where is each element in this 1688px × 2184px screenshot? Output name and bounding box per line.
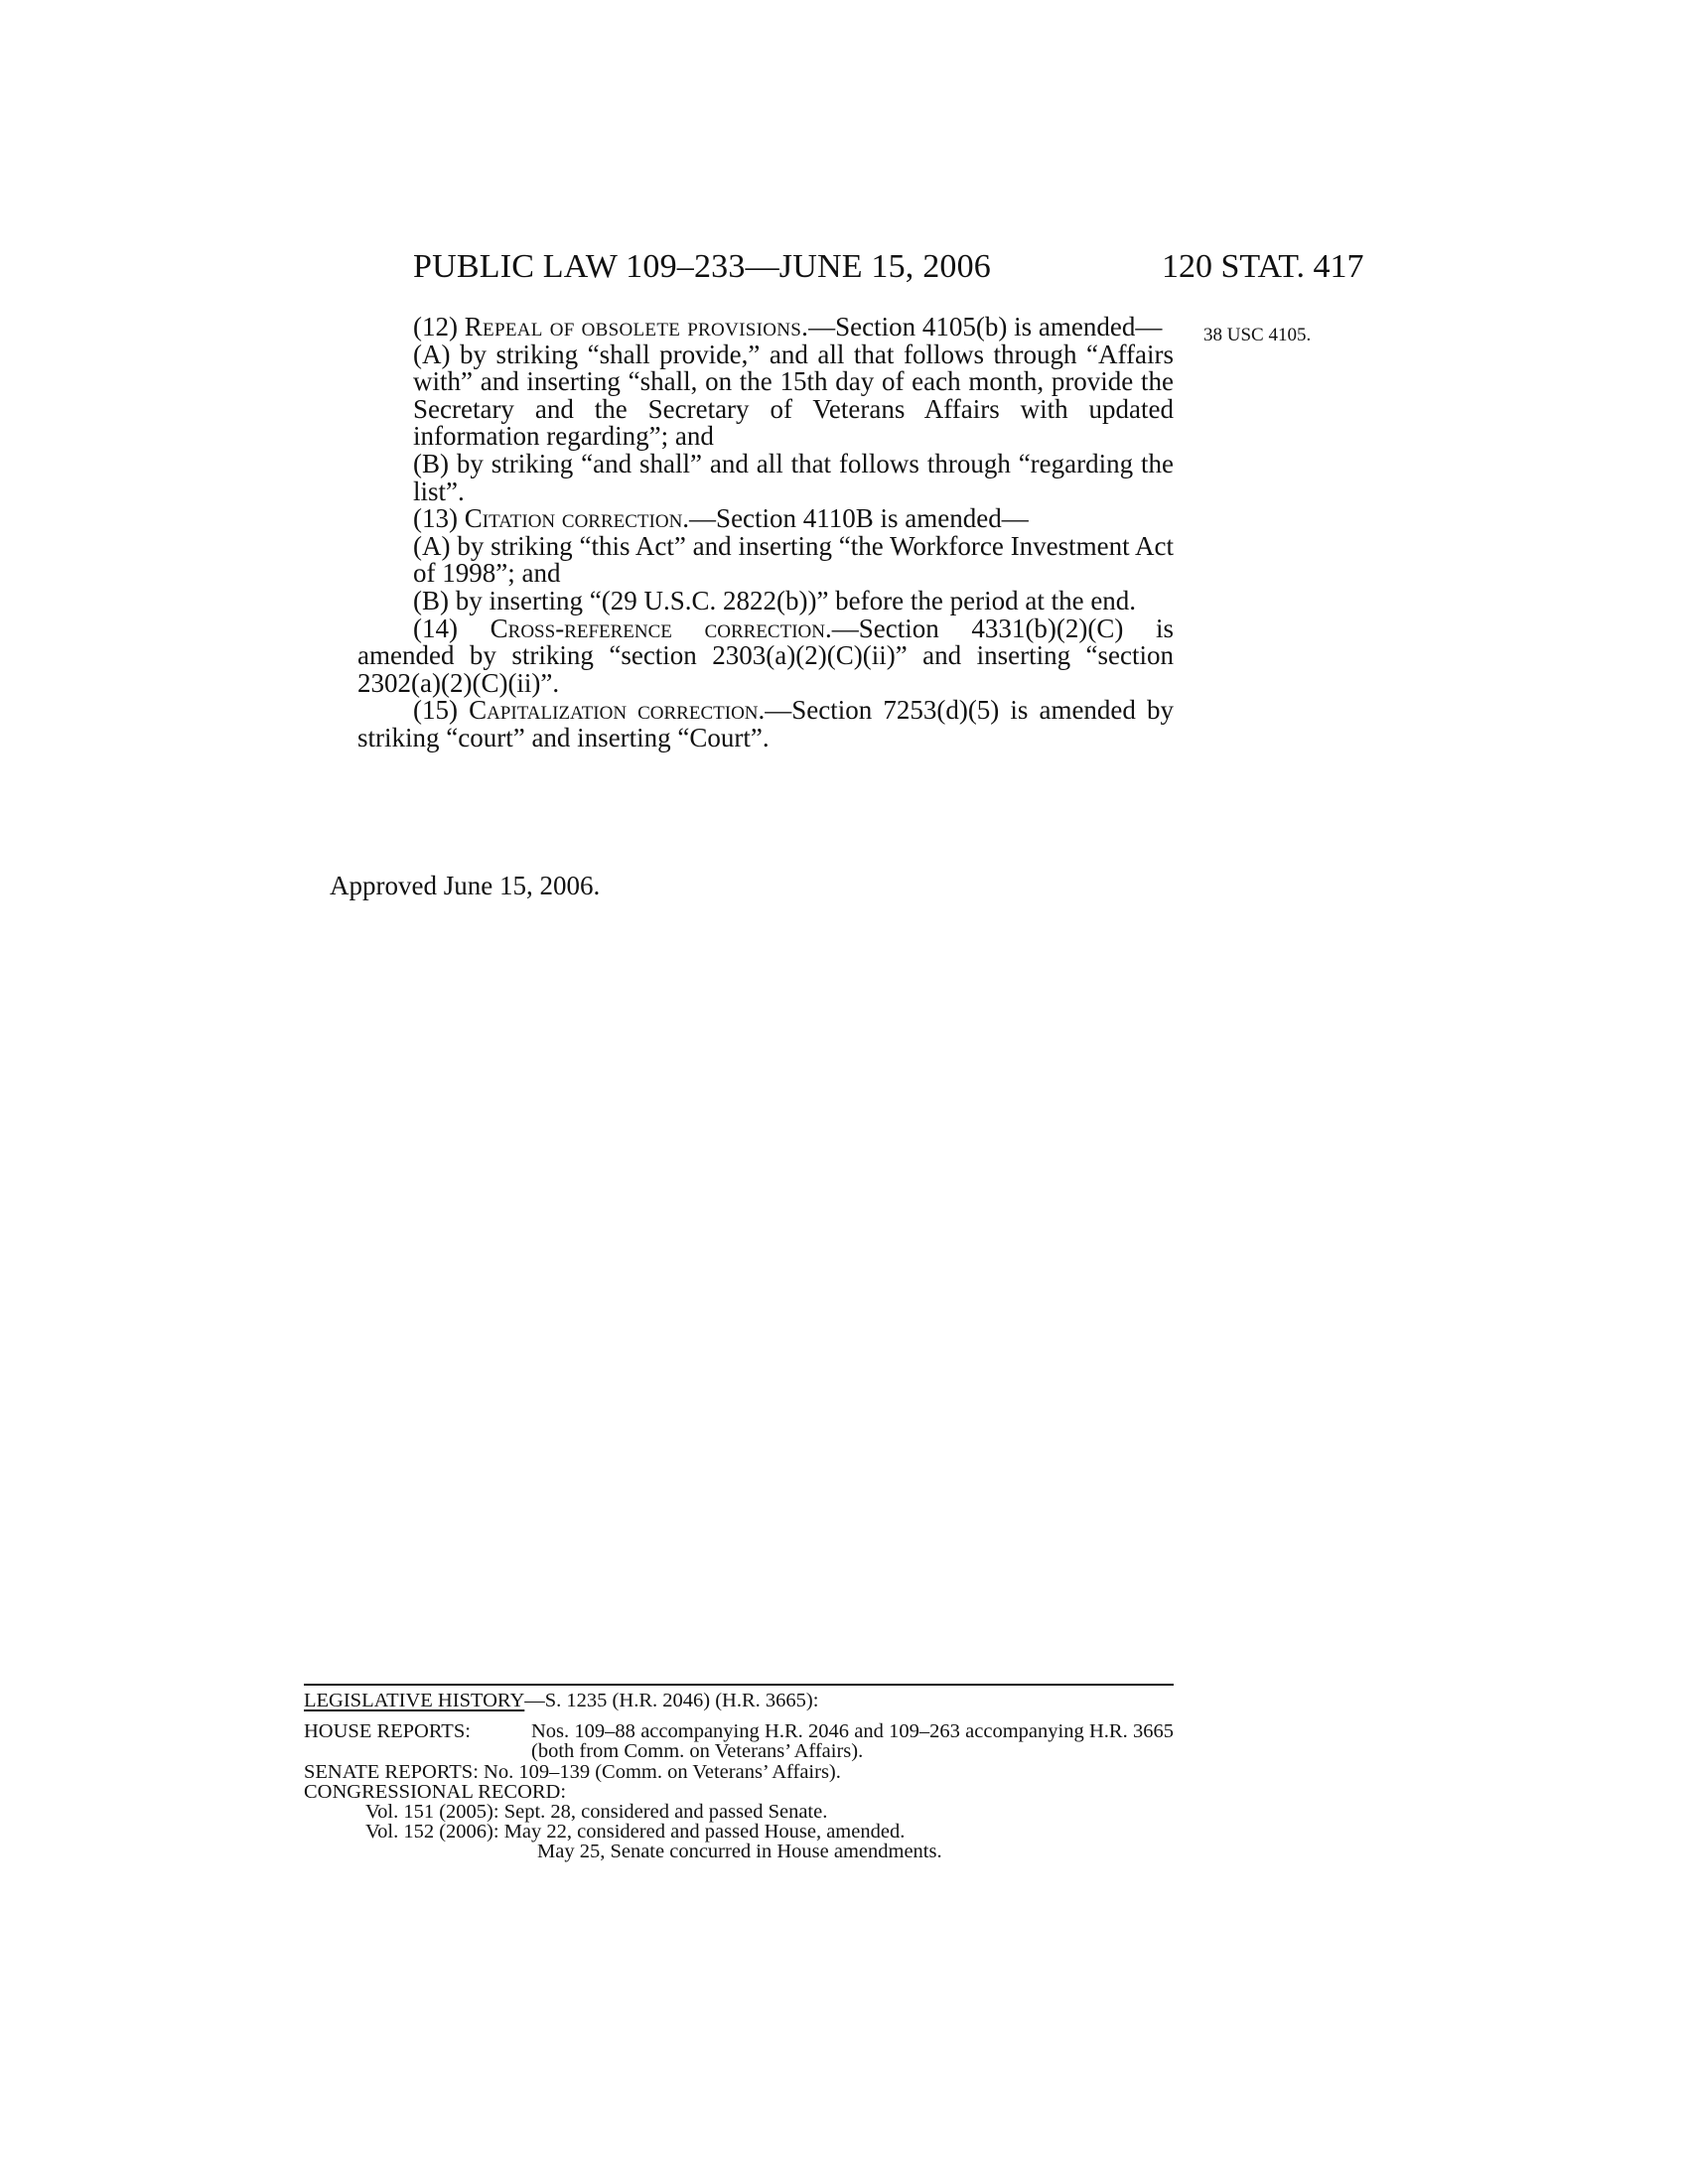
paragraph-14-heading: Cross-reference correction. [490, 613, 832, 643]
law-body-text [357, 314, 1174, 752]
legislative-history-title-row [304, 1691, 1174, 1710]
paragraph-13 [357, 505, 1174, 533]
house-reports-text: Nos. 109–88 accompanying H.R. 2046 and 109–263 accompanying H.R. 3665 (both from Comm. on Veterans’ Affairs). [531, 1720, 1174, 1763]
senate-reports-label: SENATE REPORTS: [304, 1760, 479, 1783]
paragraph-14 [357, 615, 1174, 698]
marginal-citation-note: 38 USC 4105. [1203, 325, 1312, 345]
paragraph-13-a [357, 530, 1174, 589]
paragraph-12-text: —Section 4105(b) is amended— [808, 312, 1163, 341]
paragraph-13-a-text: (A) by striking “this Act” and inserting “the Workforce Investment Act of 1998”; and [413, 530, 1174, 589]
house-reports-label: HOUSE REPORTS: [304, 1720, 471, 1743]
house-reports [304, 1721, 1174, 1761]
record-vol-152-continued: May 25, Senate concurred in House amendments. [537, 1841, 942, 1863]
legislative-history [304, 1691, 1174, 1862]
paragraph-12-a-text: (A) by striking “shall provide,” and all that follows through “Affairs with” and inserting “shall, on the 15th day of each month, provide the Secretary and the Secretary of Veterans Affairs with updated information regarding”; and [413, 339, 1174, 452]
paragraph-13-heading: Citation correction. [464, 503, 690, 534]
paragraph-12-heading: Repeal of obsolete provisions. [464, 312, 809, 341]
paragraph-15-text: —Section 7253(d)(5) is amended by striking “court” and inserting “Court”. [357, 695, 1175, 752]
running-header-title: PUBLIC LAW 109–233—JUNE 15, 2006 [413, 248, 991, 285]
paragraph-15-heading: Capitalization correction. [469, 695, 766, 726]
paragraph-13-number: (13) [413, 503, 458, 534]
senate-reports [304, 1762, 1174, 1782]
paragraph-12-number: (12) [413, 312, 458, 341]
paragraph-12-a [357, 341, 1174, 451]
legislative-history-bills: —S. 1235 (H.R. 2046) (H.R. 3665): [524, 1690, 819, 1711]
paragraph-12-b [357, 448, 1174, 506]
paragraph-13-text: —Section 4110B is amended— [689, 503, 1029, 534]
paragraph-12 [357, 314, 1174, 341]
paragraph-14-number: (14) [413, 613, 458, 643]
record-vol-152: Vol. 152 (2006): May 22, considered and passed House, amended. [365, 1821, 906, 1843]
paragraph-14-text: —Section 4331(b)(2)(C) is amended by striking “section 2303(a)(2)(C)(ii)” and inserting “section 2302(a)(2)(C)(ii)”. [357, 613, 1175, 698]
paragraph-13-b [357, 585, 1174, 615]
running-header-page-number: 120 STAT. 417 [1162, 248, 1364, 285]
congressional-record-label: CONGRESSIONAL RECORD: [304, 1780, 567, 1803]
senate-reports-text: No. 109–139 (Comm. on Veterans’ Affairs). [484, 1760, 841, 1783]
legislative-history-title: LEGISLATIVE HISTORY [304, 1690, 525, 1711]
paragraph-15 [357, 697, 1174, 751]
approval-date: Approved June 15, 2006. [330, 871, 601, 900]
record-vol-151: Vol. 151 (2005): Sept. 28, considered and passed Senate. [365, 1801, 828, 1824]
paragraph-15-number: (15) [413, 695, 458, 726]
paragraph-13-b-text: (B) by inserting “(29 U.S.C. 2822(b))” before the period at the end. [413, 585, 1137, 615]
paragraph-12-b-text: (B) by striking “and shall” and all that follows through “regarding the list”. [413, 448, 1174, 506]
footnote-divider [304, 1684, 1174, 1686]
